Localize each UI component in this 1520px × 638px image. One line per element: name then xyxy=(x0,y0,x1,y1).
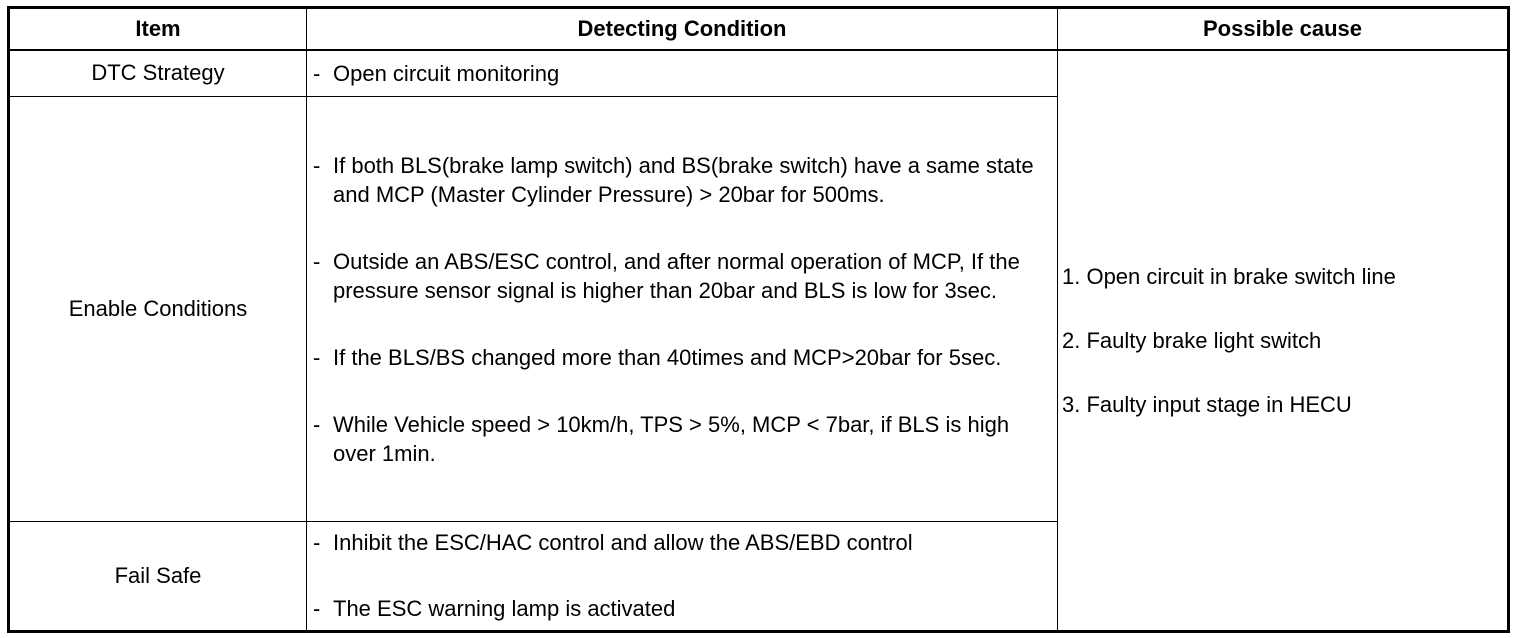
bullet-dash: - xyxy=(313,60,321,86)
condition-text: If both BLS(brake lamp switch) and BS(brake switch) have a same state and MCP (Master Cylinder Pressure) > 20bar for 500ms. xyxy=(333,153,1034,207)
condition-text: While Vehicle speed > 10km/h, TPS > 5%, MCP < 7bar, if BLS is high over 1min. xyxy=(333,412,1010,466)
condition-bullet xyxy=(313,528,1053,557)
header-row xyxy=(9,8,1509,51)
possible-cause-cell xyxy=(1058,50,1509,631)
condition-bullet xyxy=(313,151,1053,209)
condition-text: If the BLS/BS changed more than 40times and MCP>20bar for 5sec. xyxy=(333,345,1002,370)
condition-bullet xyxy=(313,594,1053,623)
condition-text: The ESC warning lamp is activated xyxy=(333,596,676,621)
item-cell-dtc-strategy: DTC Strategy xyxy=(9,50,307,96)
item-cell-enable-conditions: Enable Conditions xyxy=(9,96,307,521)
table-row-dtc-strategy xyxy=(9,50,1509,96)
item-cell-fail-safe: Fail Safe xyxy=(9,521,307,631)
condition-bullet xyxy=(313,247,1053,305)
condition-bullet xyxy=(313,410,1053,468)
bullet-dash: - xyxy=(313,596,321,621)
bullet-dash: - xyxy=(313,249,321,274)
condition-cell-dtc-strategy xyxy=(307,50,1058,96)
bullet-dash: - xyxy=(313,412,321,437)
bullet-dash: - xyxy=(313,153,321,178)
possible-cause-item: 2. Faulty brake light switch xyxy=(1062,327,1322,353)
condition-bullet xyxy=(313,59,1053,88)
condition-cell-fail-safe xyxy=(307,521,1058,631)
header-detecting-condition: Detecting Condition xyxy=(307,8,1058,51)
possible-cause-item: 1. Open circuit in brake switch line xyxy=(1062,263,1396,289)
condition-cell-enable-conditions xyxy=(307,96,1058,521)
bullet-dash: - xyxy=(313,530,321,555)
condition-bullet xyxy=(313,343,1053,372)
condition-text: Open circuit monitoring xyxy=(333,60,560,86)
dtc-table xyxy=(7,6,1510,633)
condition-text: Inhibit the ESC/HAC control and allow the ABS/EBD control xyxy=(333,530,913,555)
header-possible-cause: Possible cause xyxy=(1058,8,1509,51)
condition-text: Outside an ABS/ESC control, and after normal operation of MCP, If the pressure sensor signal is higher than 20bar and BLS is low for 3sec. xyxy=(333,249,1020,303)
bullet-dash: - xyxy=(313,345,321,370)
possible-cause-item: 3. Faulty input stage in HECU xyxy=(1062,391,1352,417)
header-item: Item xyxy=(9,8,307,51)
